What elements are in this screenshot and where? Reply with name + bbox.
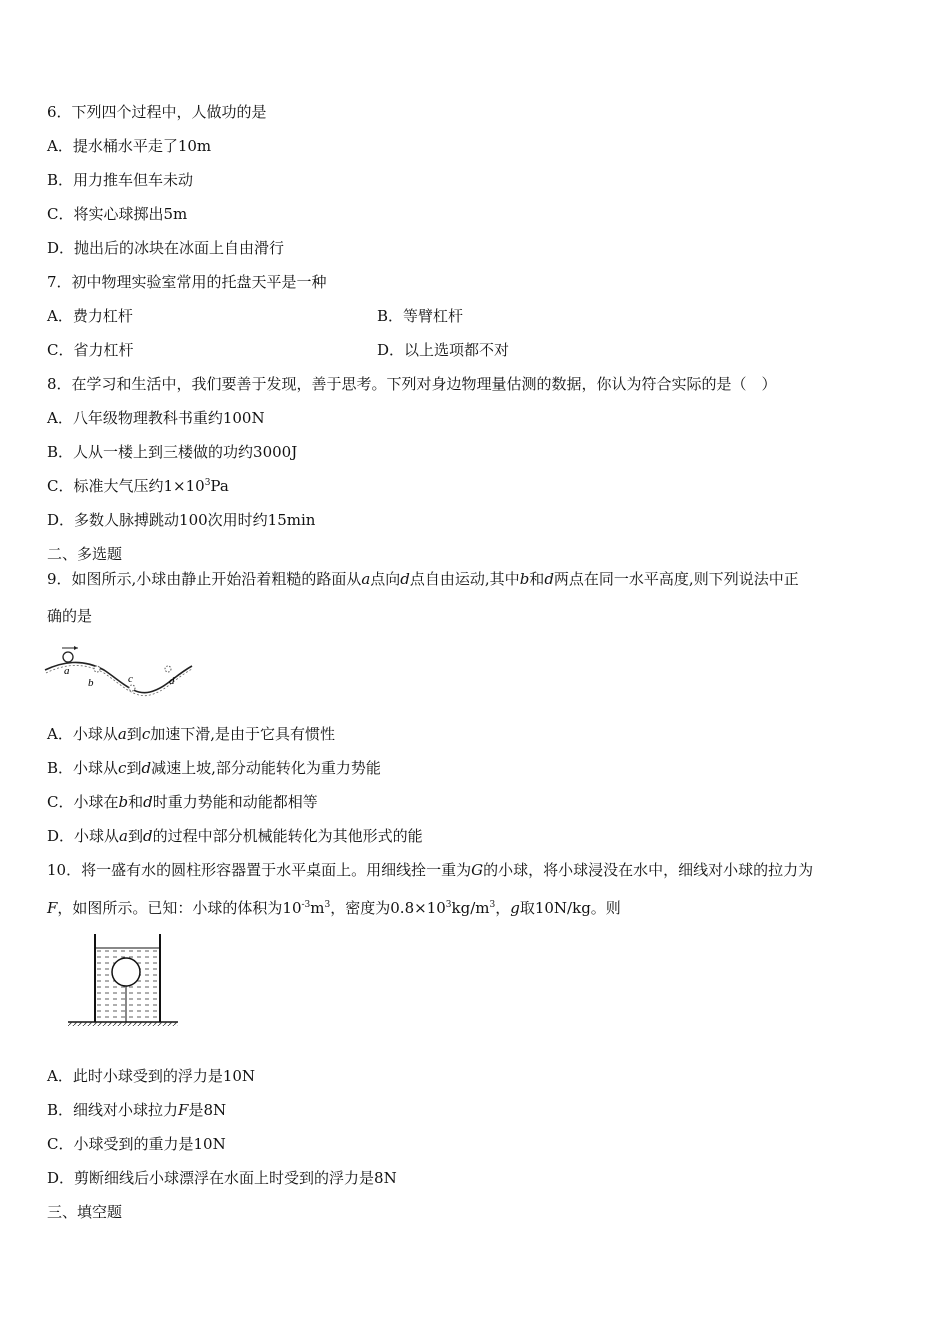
label-d: d <box>169 675 175 687</box>
q10-option-b: B．细线对小球拉力F是8N <box>47 1101 227 1119</box>
q8-option-c: C．标准大气压约$1\times 10^3Pa$ <box>47 477 229 495</box>
q7-option-c: C．省力杠杆 <box>47 341 134 359</box>
q10-option-a: A．此时小球受到的浮力是10N <box>47 1067 256 1085</box>
ball-at-b <box>94 666 100 672</box>
q6-option-d: D．抛出后的冰块在冰面上自由滑行 <box>47 239 285 257</box>
q9-option-b: B．小球从c到d减速上坡,部分动能转化为重力势能 <box>47 759 381 777</box>
q9-option-a: A．小球从a到c加速下滑,是由于它具有惯性 <box>47 725 335 743</box>
q6-option-c: C．将实心球掷出5m <box>47 205 188 223</box>
section-heading-fill-in: 三、填空题 <box>47 1203 123 1221</box>
table-hatch <box>68 1022 178 1026</box>
q10-container-figure <box>64 930 180 1028</box>
q9-road-figure <box>42 640 198 700</box>
q6-stem: 6．下列四个过程中，人做功的是 <box>47 103 267 121</box>
q10-stem-line1: 10．将一盛有水的圆柱形容器置于水平桌面上。用细线拴一重为G的小球，将小球浸没在水中，细线对小球的拉力为 <box>47 861 814 879</box>
q7-stem: 7．初中物理实验室常用的托盘天平是一种 <box>47 273 327 291</box>
ball <box>112 958 140 986</box>
q6-option-b: B．用力推车但车未动 <box>47 171 194 189</box>
q8-option-d: D．多数人脉搏跳动100次用时约15min <box>47 511 316 529</box>
q7-option-a: A．费力杠杆 <box>47 307 133 325</box>
ball-at-c <box>129 685 135 691</box>
ball-at-a <box>63 652 73 662</box>
q10-option-c: C．小球受到的重力是10N <box>47 1135 226 1153</box>
q8-option-b: B．人从一楼上到三楼做的功约3000J <box>47 443 298 461</box>
ball-at-d <box>165 666 171 672</box>
label-b: b <box>88 677 94 689</box>
motion-arrowhead <box>74 646 78 650</box>
label-a: a <box>64 665 70 677</box>
label-c: c <box>128 673 133 685</box>
q9-option-c: C．小球在b和d时重力势能和动能都相等 <box>47 793 318 811</box>
q9-stem-line1: 9．如图所示,小球由静止开始沿着粗糙的路面从a点向d点自由运动,其中b和d两点在同一水平高度,则下列说法中正 <box>47 570 799 588</box>
q8-option-a: A．八年级物理教科书重约100N <box>47 409 265 427</box>
q7-option-d: D．以上选项都不对 <box>377 341 510 359</box>
q9-option-d: D．小球从a到d的过程中部分机械能转化为其他形式的能 <box>47 827 423 845</box>
section-heading-multi-choice: 二、多选题 <box>47 545 123 563</box>
q9-stem-line2: 确的是 <box>47 607 93 625</box>
q10-stem-line2: F，如图所示。已知：小球的体积为$10^{-3}m^3$，密度为$0.8\times 10^3kg/m^3$，g取10N/kg。则 <box>47 899 621 917</box>
q10-option-d: D．剪断细线后小球漂浮在水面上时受到的浮力是8N <box>47 1169 397 1187</box>
q6-option-a: A．提水桶水平走了10m <box>47 137 212 155</box>
q7-option-b: B．等臂杠杆 <box>377 307 464 325</box>
q8-stem: 8．在学习和生活中，我们要善于发现，善于思考。下列对身边物理量估测的数据，你认为符合实际的是（ ） <box>47 375 777 393</box>
